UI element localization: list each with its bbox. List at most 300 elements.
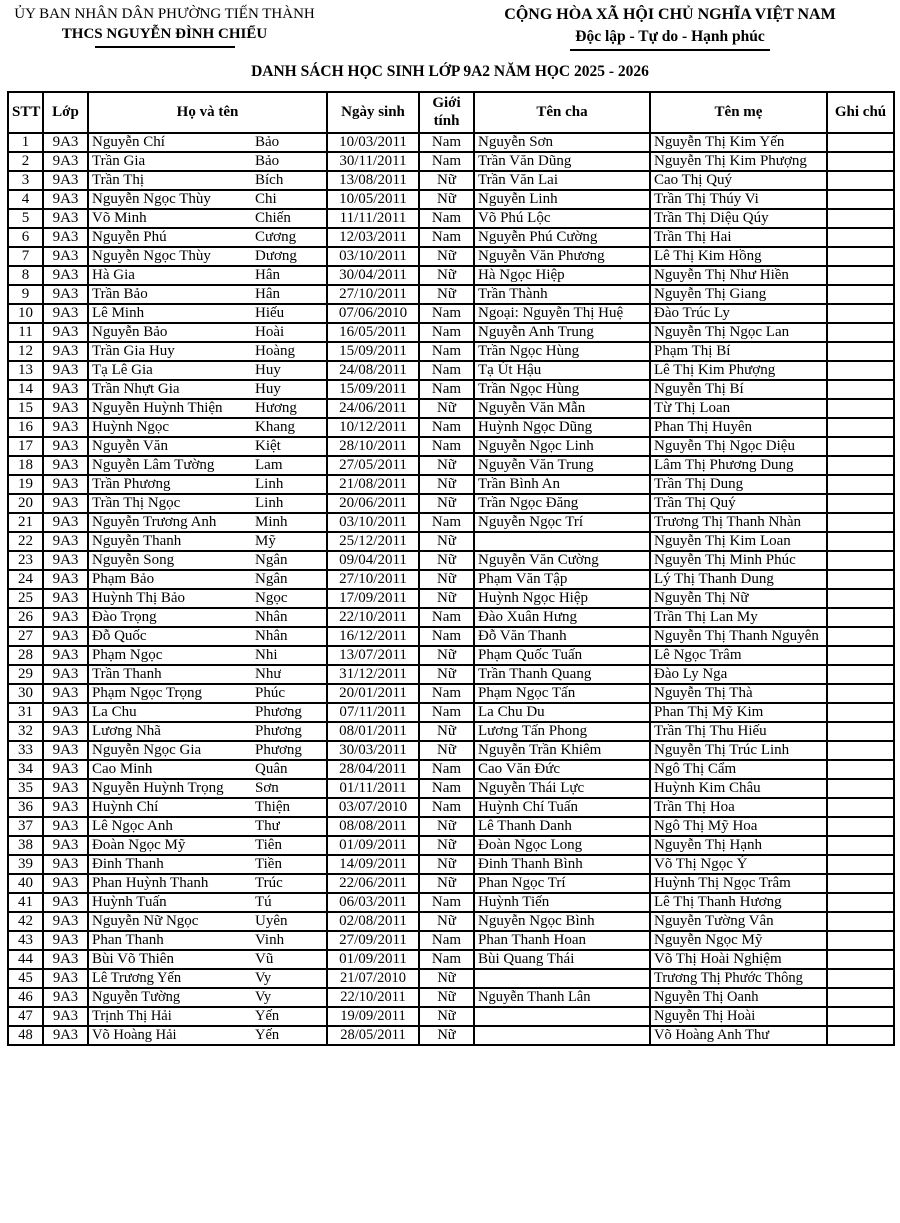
given-name-text: Quân [255, 761, 288, 777]
mother-cell: Trần Thị Hai [650, 228, 827, 247]
stt-cell: 28 [8, 646, 43, 665]
father-cell: Nguyễn Ngọc Trí [474, 513, 650, 532]
name-cell [88, 456, 327, 475]
stt-cell: 24 [8, 570, 43, 589]
table-row [8, 342, 894, 361]
father-cell: Trần Ngọc Hùng [474, 342, 650, 361]
class-cell: 9A3 [43, 475, 88, 494]
surname-text: Lê Ngọc Anh [92, 818, 173, 834]
given-name-text: Vinh [255, 932, 285, 948]
gender-cell: Nam [419, 437, 474, 456]
mother-cell: Nguyễn Thị Ngọc Lan [650, 323, 827, 342]
stt-cell: 35 [8, 779, 43, 798]
given-name-text: Hân [255, 267, 280, 283]
given-name-text: Như [255, 666, 282, 682]
class-cell: 9A3 [43, 266, 88, 285]
dob-cell: 01/09/2011 [327, 836, 419, 855]
surname-text: Nguyễn Ngọc Thùy [92, 191, 211, 207]
table-row [8, 513, 894, 532]
class-cell: 9A3 [43, 988, 88, 1007]
gender-cell: Nam [419, 513, 474, 532]
gender-cell: Nữ [419, 171, 474, 190]
note-cell [827, 437, 894, 456]
class-cell: 9A3 [43, 456, 88, 475]
class-cell: 9A3 [43, 247, 88, 266]
document-header [7, 6, 893, 51]
mother-cell: Lê Thị Kim Hồng [650, 247, 827, 266]
dob-cell: 19/09/2011 [327, 1007, 419, 1026]
mother-cell: Nguyễn Thị Kim Yến [650, 133, 827, 152]
surname-text: Đỗ Quốc [92, 628, 147, 644]
surname-text: Lê Trương Yến [92, 970, 182, 986]
note-cell [827, 266, 894, 285]
gender-cell: Nữ [419, 266, 474, 285]
column-header-dob: Ngày sinh [327, 92, 419, 133]
given-name-text: Ngân [255, 552, 288, 568]
class-cell: 9A3 [43, 133, 88, 152]
class-cell: 9A3 [43, 741, 88, 760]
class-cell: 9A3 [43, 437, 88, 456]
stt-cell: 10 [8, 304, 43, 323]
given-name-text: Sơn [255, 780, 279, 796]
surname-text: La Chu [92, 704, 137, 720]
name-cell [88, 532, 327, 551]
dob-cell: 15/09/2011 [327, 342, 419, 361]
mother-cell: Nguyễn Thị Kim Phượng [650, 152, 827, 171]
stt-cell: 16 [8, 418, 43, 437]
surname-text: Trần Thanh [92, 666, 162, 682]
name-cell [88, 285, 327, 304]
gender-cell: Nữ [419, 589, 474, 608]
father-cell: Nguyễn Linh [474, 190, 650, 209]
given-name-text: Phương [255, 704, 302, 720]
given-name-text: Bảo [255, 134, 280, 150]
father-cell: Phan Ngọc Trí [474, 874, 650, 893]
given-name-text: Bảo [255, 153, 280, 169]
note-cell [827, 703, 894, 722]
father-cell: Phan Thanh Hoan [474, 931, 650, 950]
dob-cell: 28/10/2011 [327, 437, 419, 456]
name-cell [88, 513, 327, 532]
note-cell [827, 722, 894, 741]
name-cell [88, 646, 327, 665]
stt-cell: 18 [8, 456, 43, 475]
dob-cell: 28/05/2011 [327, 1026, 419, 1045]
table-row [8, 133, 894, 152]
class-cell: 9A3 [43, 361, 88, 380]
class-cell: 9A3 [43, 855, 88, 874]
note-cell [827, 247, 894, 266]
class-cell: 9A3 [43, 1007, 88, 1026]
mother-cell: Nguyễn Thị Oanh [650, 988, 827, 1007]
given-name-text: Hiếu [255, 305, 285, 321]
name-cell [88, 551, 327, 570]
stt-cell: 2 [8, 152, 43, 171]
gender-cell: Nữ [419, 494, 474, 513]
stt-cell: 40 [8, 874, 43, 893]
table-row [8, 209, 894, 228]
note-cell [827, 684, 894, 703]
given-name-text: Ngân [255, 571, 288, 587]
gender-cell: Nam [419, 893, 474, 912]
father-cell: Nguyễn Ngọc Linh [474, 437, 650, 456]
mother-cell: Huỳnh Kim Châu [650, 779, 827, 798]
name-cell [88, 342, 327, 361]
note-cell [827, 133, 894, 152]
dob-cell: 08/08/2011 [327, 817, 419, 836]
table-row [8, 551, 894, 570]
father-cell: Trần Thanh Quang [474, 665, 650, 684]
father-cell: Ngoại: Nguyễn Thị Huệ [474, 304, 650, 323]
father-cell: Trần Ngọc Hùng [474, 380, 650, 399]
given-name-text: Ngọc [255, 590, 288, 606]
stt-cell: 4 [8, 190, 43, 209]
dob-cell: 06/03/2011 [327, 893, 419, 912]
gender-cell: Nam [419, 703, 474, 722]
surname-text: Đào Trọng [92, 609, 157, 625]
gender-cell: Nữ [419, 247, 474, 266]
gender-cell: Nữ [419, 1007, 474, 1026]
column-header-father: Tên cha [474, 92, 650, 133]
father-cell: Huỳnh Ngọc Dũng [474, 418, 650, 437]
given-name-text: Vy [255, 989, 272, 1005]
name-cell [88, 418, 327, 437]
stt-cell: 7 [8, 247, 43, 266]
surname-text: Nguyễn Huỳnh Thiện [92, 400, 223, 416]
father-cell: Đinh Thanh Bình [474, 855, 650, 874]
surname-text: Phan Huỳnh Thanh [92, 875, 209, 891]
class-cell: 9A3 [43, 304, 88, 323]
table-row [8, 247, 894, 266]
gender-cell: Nữ [419, 570, 474, 589]
dob-cell: 30/11/2011 [327, 152, 419, 171]
stt-cell: 42 [8, 912, 43, 931]
stt-cell: 23 [8, 551, 43, 570]
given-name-text: Hân [255, 286, 280, 302]
note-cell [827, 285, 894, 304]
note-cell [827, 627, 894, 646]
dob-cell: 20/01/2011 [327, 684, 419, 703]
national-title: CỘNG HÒA XÃ HỘI CHỦ NGHĨA VIỆT NAM [504, 6, 836, 23]
gender-cell: Nữ [419, 722, 474, 741]
class-cell: 9A3 [43, 684, 88, 703]
surname-text: Trần Thị [92, 172, 145, 188]
note-cell [827, 912, 894, 931]
note-cell [827, 988, 894, 1007]
dob-cell: 22/10/2011 [327, 608, 419, 627]
name-cell [88, 855, 327, 874]
name-cell [88, 399, 327, 418]
mother-cell: Đào Ly Nga [650, 665, 827, 684]
class-cell: 9A3 [43, 874, 88, 893]
name-cell [88, 589, 327, 608]
dob-cell: 21/08/2011 [327, 475, 419, 494]
given-name-text: Hoài [255, 324, 285, 340]
note-cell [827, 209, 894, 228]
father-cell: Nguyễn Phú Cường [474, 228, 650, 247]
class-cell: 9A3 [43, 532, 88, 551]
name-cell [88, 190, 327, 209]
table-row [8, 817, 894, 836]
father-cell: Nguyễn Ngọc Bình [474, 912, 650, 931]
surname-text: Hà Gia [92, 267, 135, 283]
surname-text: Huỳnh Chí [92, 799, 159, 815]
table-row [8, 475, 894, 494]
stt-cell: 34 [8, 760, 43, 779]
stt-cell: 21 [8, 513, 43, 532]
given-name-text: Minh [255, 514, 288, 530]
stt-cell: 47 [8, 1007, 43, 1026]
table-row [8, 1026, 894, 1045]
dob-cell: 31/12/2011 [327, 665, 419, 684]
table-row [8, 228, 894, 247]
class-cell: 9A3 [43, 779, 88, 798]
table-row [8, 684, 894, 703]
table-row [8, 969, 894, 988]
gender-cell: Nữ [419, 741, 474, 760]
class-cell: 9A3 [43, 570, 88, 589]
father-cell: Nguyễn Anh Trung [474, 323, 650, 342]
mother-cell: Lê Ngọc Trâm [650, 646, 827, 665]
father-cell: La Chu Du [474, 703, 650, 722]
class-cell: 9A3 [43, 380, 88, 399]
national-motto-block [452, 6, 888, 51]
table-row [8, 988, 894, 1007]
surname-text: Phạm Bảo [92, 571, 155, 587]
gender-cell: Nam [419, 779, 474, 798]
table-row [8, 874, 894, 893]
given-name-text: Vũ [255, 951, 274, 967]
note-cell [827, 570, 894, 589]
father-cell: Trần Thành [474, 285, 650, 304]
surname-text: Cao Minh [92, 761, 153, 777]
dob-cell: 10/03/2011 [327, 133, 419, 152]
note-cell [827, 779, 894, 798]
student-table [7, 91, 895, 1046]
name-cell [88, 969, 327, 988]
class-cell: 9A3 [43, 209, 88, 228]
given-name-text: Chi [255, 191, 277, 207]
stt-cell: 31 [8, 703, 43, 722]
class-cell: 9A3 [43, 285, 88, 304]
name-cell [88, 665, 327, 684]
given-name-text: Hương [255, 400, 297, 416]
mother-cell: Nguyễn Tường Vân [650, 912, 827, 931]
note-cell [827, 494, 894, 513]
column-header-mother: Tên mẹ [650, 92, 827, 133]
gender-cell: Nữ [419, 817, 474, 836]
father-cell: Nguyễn Sơn [474, 133, 650, 152]
given-name-text: Trúc [255, 875, 283, 891]
class-cell: 9A3 [43, 342, 88, 361]
note-cell [827, 361, 894, 380]
dob-cell: 07/06/2010 [327, 304, 419, 323]
name-cell [88, 608, 327, 627]
class-cell: 9A3 [43, 589, 88, 608]
surname-text: Trần Gia Huy [92, 343, 175, 359]
stt-cell: 8 [8, 266, 43, 285]
table-row [8, 1007, 894, 1026]
note-cell [827, 969, 894, 988]
mother-cell: Từ Thị Loan [650, 399, 827, 418]
note-cell [827, 741, 894, 760]
note-cell [827, 513, 894, 532]
note-cell [827, 760, 894, 779]
father-cell: Nguyễn Thái Lực [474, 779, 650, 798]
dob-cell: 08/01/2011 [327, 722, 419, 741]
dob-cell: 10/05/2011 [327, 190, 419, 209]
surname-text: Đinh Thanh [92, 856, 164, 872]
stt-cell: 41 [8, 893, 43, 912]
given-name-text: Thư [255, 818, 280, 834]
gender-cell: Nam [419, 931, 474, 950]
gender-cell: Nữ [419, 665, 474, 684]
stt-cell: 5 [8, 209, 43, 228]
table-row [8, 304, 894, 323]
column-header-gender: Giới tính [419, 92, 474, 133]
mother-cell: Phạm Thị Bí [650, 342, 827, 361]
mother-cell: Trương Thị Phước Thông [650, 969, 827, 988]
class-cell: 9A3 [43, 817, 88, 836]
name-cell [88, 817, 327, 836]
note-cell [827, 190, 894, 209]
father-cell: Trần Ngọc Đăng [474, 494, 650, 513]
given-name-text: Nhân [255, 609, 288, 625]
stt-cell: 38 [8, 836, 43, 855]
class-cell: 9A3 [43, 950, 88, 969]
name-cell [88, 152, 327, 171]
father-cell [474, 1026, 650, 1045]
surname-text: Nguyễn Văn [92, 438, 168, 454]
note-cell [827, 342, 894, 361]
table-row [8, 266, 894, 285]
table-header-row [8, 92, 894, 133]
given-name-text: Tiền [255, 856, 282, 872]
father-cell: Trần Văn Lai [474, 171, 650, 190]
father-cell: Nguyễn Văn Trung [474, 456, 650, 475]
table-row [8, 608, 894, 627]
given-name-text: Huy [255, 362, 281, 378]
stt-cell: 30 [8, 684, 43, 703]
class-cell: 9A3 [43, 608, 88, 627]
gender-cell: Nam [419, 627, 474, 646]
mother-cell: Trần Thị Diệu Qúy [650, 209, 827, 228]
column-header-note: Ghi chú [827, 92, 894, 133]
given-name-text: Phương [255, 723, 302, 739]
dob-cell: 01/11/2011 [327, 779, 419, 798]
gender-cell: Nữ [419, 912, 474, 931]
dob-cell: 27/05/2011 [327, 456, 419, 475]
surname-text: Nguyễn Bảo [92, 324, 168, 340]
name-cell [88, 380, 327, 399]
stt-cell: 15 [8, 399, 43, 418]
given-name-text: Yến [255, 1008, 280, 1024]
surname-text: Trần Bảo [92, 286, 148, 302]
note-cell [827, 399, 894, 418]
note-cell [827, 456, 894, 475]
table-row [8, 893, 894, 912]
mother-cell: Nguyễn Thị Thà [650, 684, 827, 703]
note-cell [827, 418, 894, 437]
mother-cell: Võ Thị Ngọc Ý [650, 855, 827, 874]
father-cell: Võ Phú Lộc [474, 209, 650, 228]
class-cell: 9A3 [43, 1026, 88, 1045]
mother-cell: Trần Thị Dung [650, 475, 827, 494]
name-cell [88, 266, 327, 285]
mother-cell: Nguyễn Thị Thanh Nguyên [650, 627, 827, 646]
gender-cell: Nam [419, 684, 474, 703]
gender-cell: Nữ [419, 456, 474, 475]
note-cell [827, 931, 894, 950]
surname-text: Phạm Ngọc [92, 647, 163, 663]
dob-cell: 17/09/2011 [327, 589, 419, 608]
given-name-text: Yến [255, 1027, 280, 1043]
motto-underline [570, 49, 770, 51]
class-cell: 9A3 [43, 627, 88, 646]
stt-cell: 14 [8, 380, 43, 399]
page-title: DANH SÁCH HỌC SINH LỚP 9A2 NĂM HỌC 2025 - 2026 [251, 63, 649, 80]
dob-cell: 09/04/2011 [327, 551, 419, 570]
stt-cell: 36 [8, 798, 43, 817]
dob-cell: 20/06/2011 [327, 494, 419, 513]
class-cell: 9A3 [43, 931, 88, 950]
mother-cell: Võ Hoàng Anh Thư [650, 1026, 827, 1045]
name-cell [88, 627, 327, 646]
gender-cell: Nữ [419, 874, 474, 893]
note-cell [827, 893, 894, 912]
mother-cell: Nguyễn Thị Nữ [650, 589, 827, 608]
surname-text: Bùi Võ Thiên [92, 951, 174, 967]
stt-cell: 43 [8, 931, 43, 950]
class-cell: 9A3 [43, 760, 88, 779]
note-cell [827, 855, 894, 874]
father-cell: Phạm Văn Tập [474, 570, 650, 589]
class-cell: 9A3 [43, 323, 88, 342]
dob-cell: 03/07/2010 [327, 798, 419, 817]
class-cell: 9A3 [43, 399, 88, 418]
school-name: THCS NGUYỄN ĐÌNH CHIỂU [61, 26, 268, 42]
stt-cell: 9 [8, 285, 43, 304]
note-cell [827, 228, 894, 247]
dob-cell: 25/12/2011 [327, 532, 419, 551]
table-row [8, 741, 894, 760]
mother-cell: Trương Thị Thanh Nhàn [650, 513, 827, 532]
father-cell: Nguyễn Trần Khiêm [474, 741, 650, 760]
name-cell [88, 703, 327, 722]
national-motto: Độc lập - Tự do - Hạnh phúc [575, 28, 765, 45]
surname-text: Nguyễn Nữ Ngọc [92, 913, 199, 929]
name-cell [88, 1007, 327, 1026]
surname-text: Trần Phương [92, 476, 171, 492]
table-row [8, 152, 894, 171]
mother-cell: Nguyễn Ngọc Mỹ [650, 931, 827, 950]
stt-cell: 29 [8, 665, 43, 684]
name-cell [88, 228, 327, 247]
gender-cell: Nam [419, 950, 474, 969]
gender-cell: Nữ [419, 988, 474, 1007]
class-cell: 9A3 [43, 665, 88, 684]
name-cell [88, 931, 327, 950]
class-cell: 9A3 [43, 513, 88, 532]
given-name-text: Lam [255, 457, 283, 473]
dob-cell: 30/04/2011 [327, 266, 419, 285]
table-row [8, 418, 894, 437]
father-cell: Đào Xuân Hưng [474, 608, 650, 627]
father-cell: Trần Bình An [474, 475, 650, 494]
surname-text: Nguyễn Huỳnh Trọng [92, 780, 224, 796]
mother-cell: Lý Thị Thanh Dung [650, 570, 827, 589]
stt-cell: 33 [8, 741, 43, 760]
